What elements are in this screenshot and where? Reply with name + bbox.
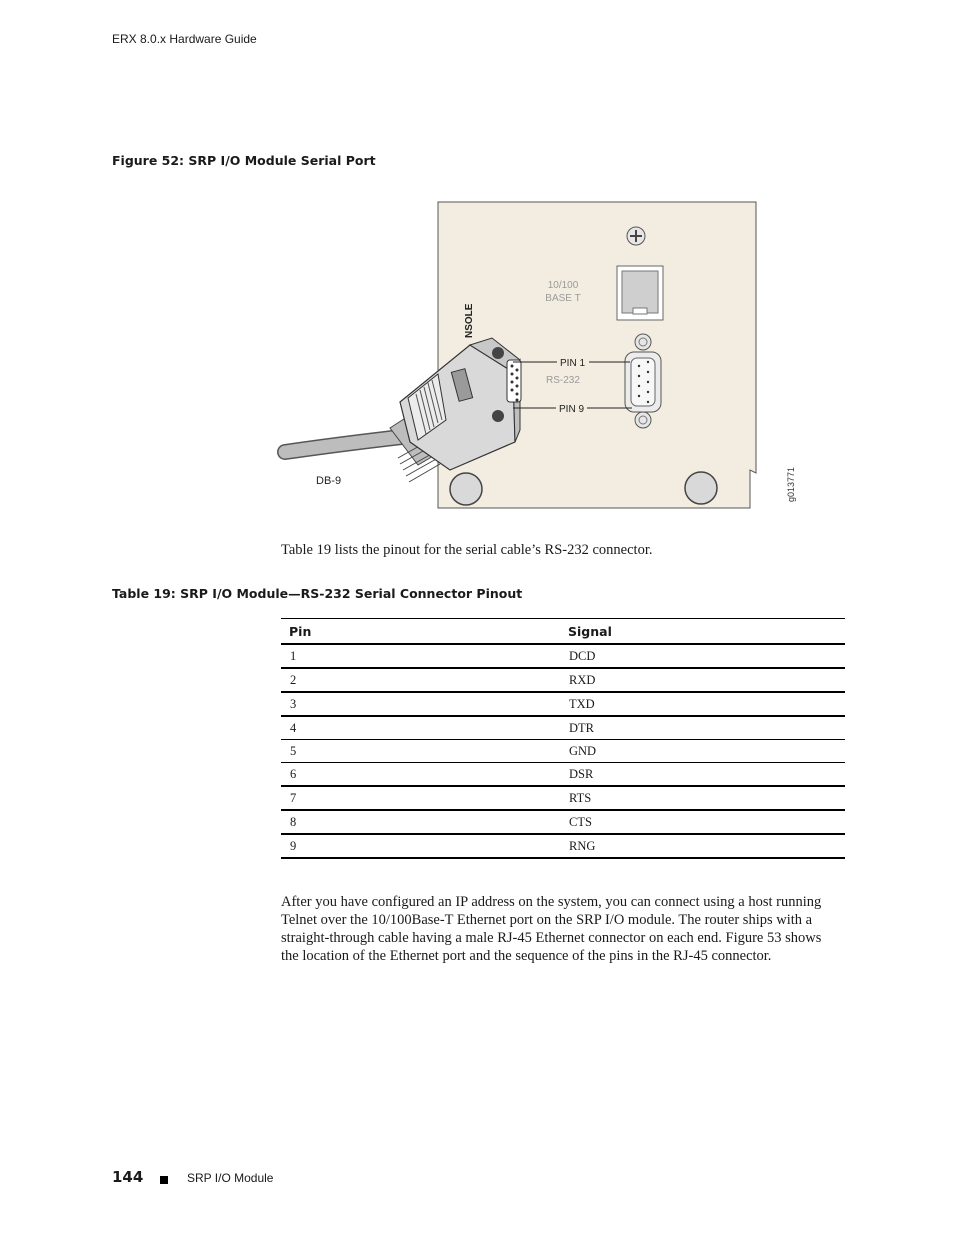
pin-cell: 4 <box>281 716 560 740</box>
pin-cell: 8 <box>281 810 560 834</box>
table-caption: Table 19: SRP I/O Module—RS-232 Serial Connector Pinout <box>112 586 523 601</box>
signal-cell: RTS <box>560 786 845 810</box>
table-row <box>281 740 845 763</box>
table-row <box>281 692 845 716</box>
pin-cell: 2 <box>281 668 560 692</box>
table-row <box>281 668 845 692</box>
ethernet-label-line1: 10/100 <box>547 280 579 291</box>
rs232-label: RS-232 <box>546 375 580 386</box>
signal-cell: RNG <box>560 834 845 858</box>
panel-knob-right-icon <box>685 472 717 504</box>
table-header-row <box>281 619 845 645</box>
screw-icon <box>627 227 645 245</box>
table-row <box>281 786 845 810</box>
signal-cell: CTS <box>560 810 845 834</box>
signal-cell: DCD <box>560 644 845 668</box>
pin-cell: 1 <box>281 644 560 668</box>
pin1-label: PIN 1 <box>560 358 586 369</box>
running-header: ERX 8.0.x Hardware Guide <box>112 32 257 46</box>
figure-caption: Figure 52: SRP I/O Module Serial Port <box>112 153 376 168</box>
pin-cell: 5 <box>281 740 560 763</box>
table-row <box>281 810 845 834</box>
pin-cell: 3 <box>281 692 560 716</box>
console-label: NSOLE <box>464 303 475 338</box>
panel-knob-left-icon <box>450 473 482 505</box>
serial-cable <box>285 436 410 452</box>
column-header-signal: Signal <box>560 619 845 645</box>
page-number: 144 <box>112 1168 144 1186</box>
figure-id: g013771 <box>786 466 796 502</box>
rj45-port-icon <box>617 266 663 320</box>
ethernet-label-line2: BASE T <box>545 293 581 304</box>
table-row <box>281 763 845 787</box>
signal-cell: DTR <box>560 716 845 740</box>
serial-port-illustration <box>270 190 810 520</box>
table-row <box>281 644 845 668</box>
signal-cell: TXD <box>560 692 845 716</box>
column-header-pin: Pin <box>281 619 560 645</box>
pin-cell: 6 <box>281 763 560 787</box>
footer-bullet-icon <box>160 1176 168 1184</box>
table-row <box>281 716 845 740</box>
db9-label: DB-9 <box>316 475 342 487</box>
body-paragraph: After you have configured an IP address on the system, you can connect using a host running Telnet over the 10/100Base-T Ethernet port on the SRP I/O module. The router ships with a straight-through cable having a male RJ-45 Ethernet connector on each end. Figure 53 shows the location of the Ethernet port and the sequence of the pins in the RJ-45 connector. <box>281 894 822 964</box>
footer-section-title: SRP I/O Module <box>187 1171 274 1185</box>
signal-cell: RXD <box>560 668 845 692</box>
intro-paragraph: Table 19 lists the pinout for the serial cable’s RS-232 connector. <box>281 542 653 558</box>
pin9-label: PIN 9 <box>559 404 585 415</box>
serial-port-figure <box>270 190 810 520</box>
pinout-table <box>281 618 845 859</box>
table-row <box>281 834 845 858</box>
signal-cell: DSR <box>560 763 845 787</box>
pin-cell: 9 <box>281 834 560 858</box>
pin-cell: 7 <box>281 786 560 810</box>
signal-cell: GND <box>560 740 845 763</box>
